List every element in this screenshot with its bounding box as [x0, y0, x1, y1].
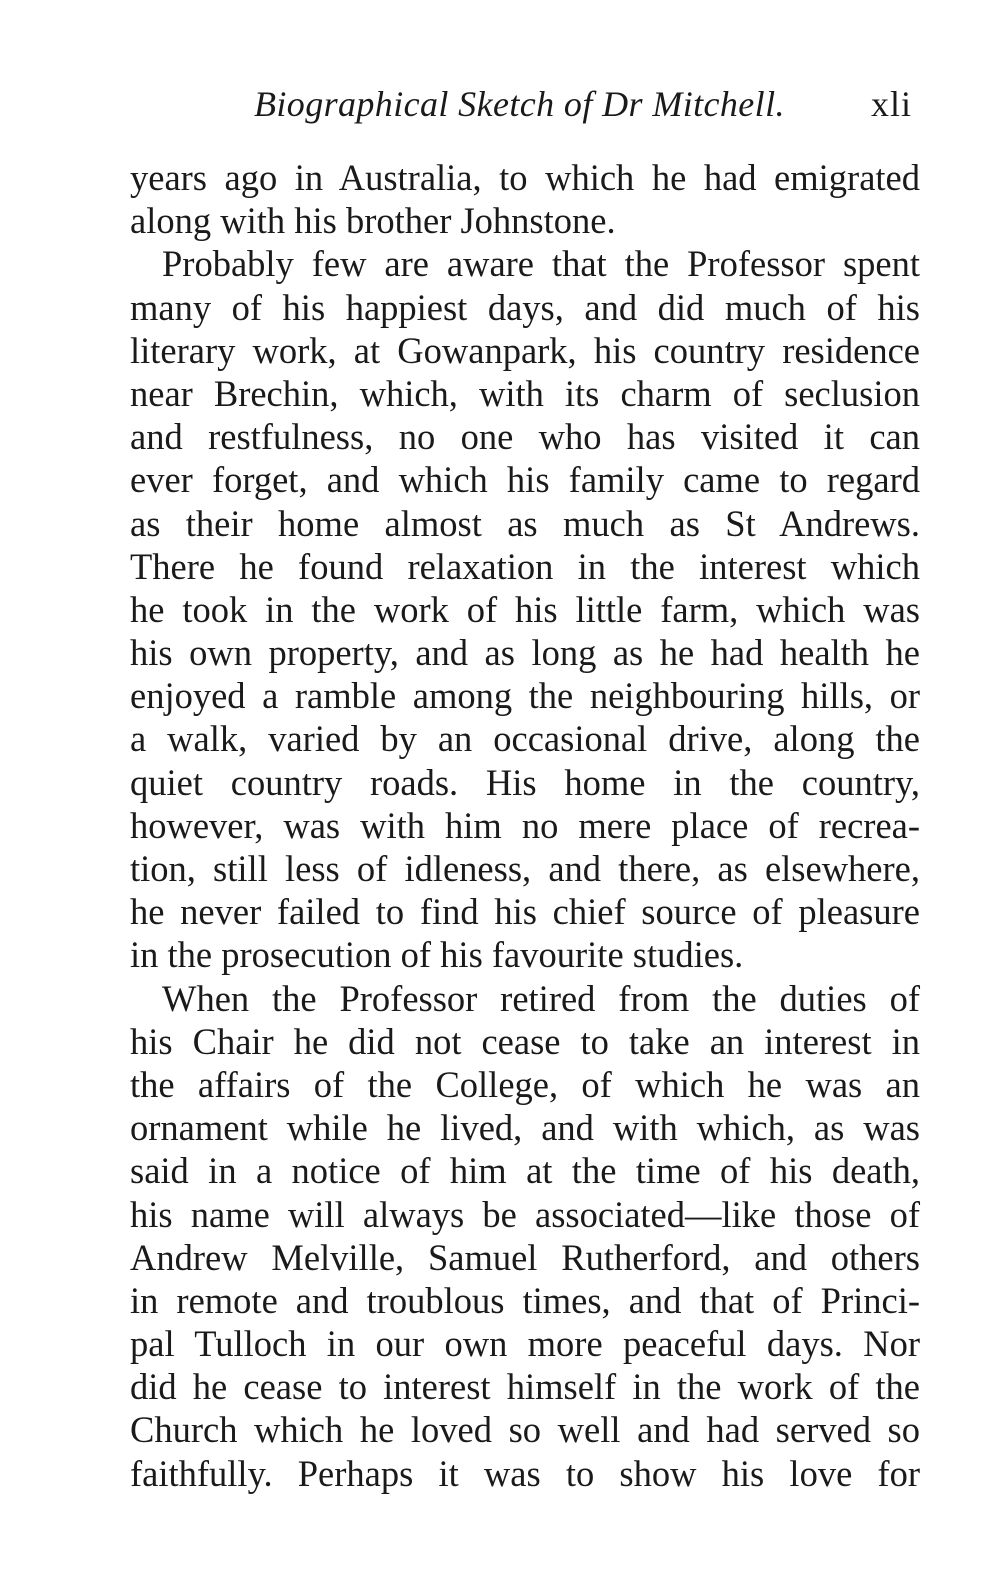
text-line: near Brechin, which, with its charm of seclusion: [130, 372, 920, 414]
text-line: his Chair he did not cease to take an interest in: [130, 1020, 920, 1062]
text-line: years ago in Australia, to which he had emigrated: [130, 157, 920, 198]
text-line: in remote and troublous times, and that of Princi-: [130, 1279, 920, 1321]
text-line: in the prosecution of his favourite studies.: [130, 934, 744, 976]
text-line: quiet country roads. His home in the country,: [130, 761, 920, 803]
text-line: said in a notice of him at the time of his death,: [130, 1150, 920, 1192]
text-line: he took in the work of his little farm, which was: [130, 588, 920, 630]
paragraph-first-line: When the Professor retired from the duties of: [162, 977, 920, 1019]
text-line: his name will always be associated—like those of: [130, 1193, 920, 1235]
text-line: did he cease to interest himself in the work of the: [130, 1366, 920, 1408]
text-line: he never failed to find his chief source of pleasure: [130, 891, 920, 933]
text-line: ever forget, and which his family came to regard: [130, 459, 920, 501]
text-line: his own property, and as long as he had health he: [130, 632, 920, 674]
text-line: a walk, varied by an occasional drive, along the: [130, 718, 920, 760]
text-line: many of his happiest days, and did much of his: [130, 286, 920, 328]
running-title: Biographical Sketch of Dr Mitchell.: [254, 84, 785, 124]
text-line: literary work, at Gowanpark, his country residence: [130, 329, 920, 371]
text-line: Church which he loved so well and had served so: [130, 1409, 920, 1451]
text-line: however, was with him no mere place of recrea-: [130, 804, 920, 846]
text-line: along with his brother Johnstone.: [130, 200, 616, 242]
text-line: faithfully. Perhaps it was to show his love for: [130, 1452, 920, 1494]
paragraph-first-line: Probably few are aware that the Professor spent: [162, 243, 920, 285]
running-head: [0, 82, 1000, 126]
text-line: There he found relaxation in the interest which: [130, 545, 920, 587]
page-number: xli: [870, 84, 912, 124]
text-line: enjoyed a ramble among the neighbouring hills, or: [130, 675, 920, 717]
text-line: and restfulness, no one who has visited it can: [130, 416, 920, 458]
body-text: [130, 156, 920, 1495]
text-line: the affairs of the College, of which he was an: [130, 1063, 920, 1105]
text-line: pal Tulloch in our own more peaceful days. Nor: [130, 1323, 920, 1365]
text-line: as their home almost as much as St Andrews.: [130, 502, 920, 544]
text-line: Andrew Melville, Samuel Rutherford, and others: [130, 1236, 920, 1278]
text-line: tion, still less of idleness, and there, as elsewhere,: [130, 848, 920, 889]
text-line: ornament while he lived, and with which, as was: [130, 1107, 920, 1149]
